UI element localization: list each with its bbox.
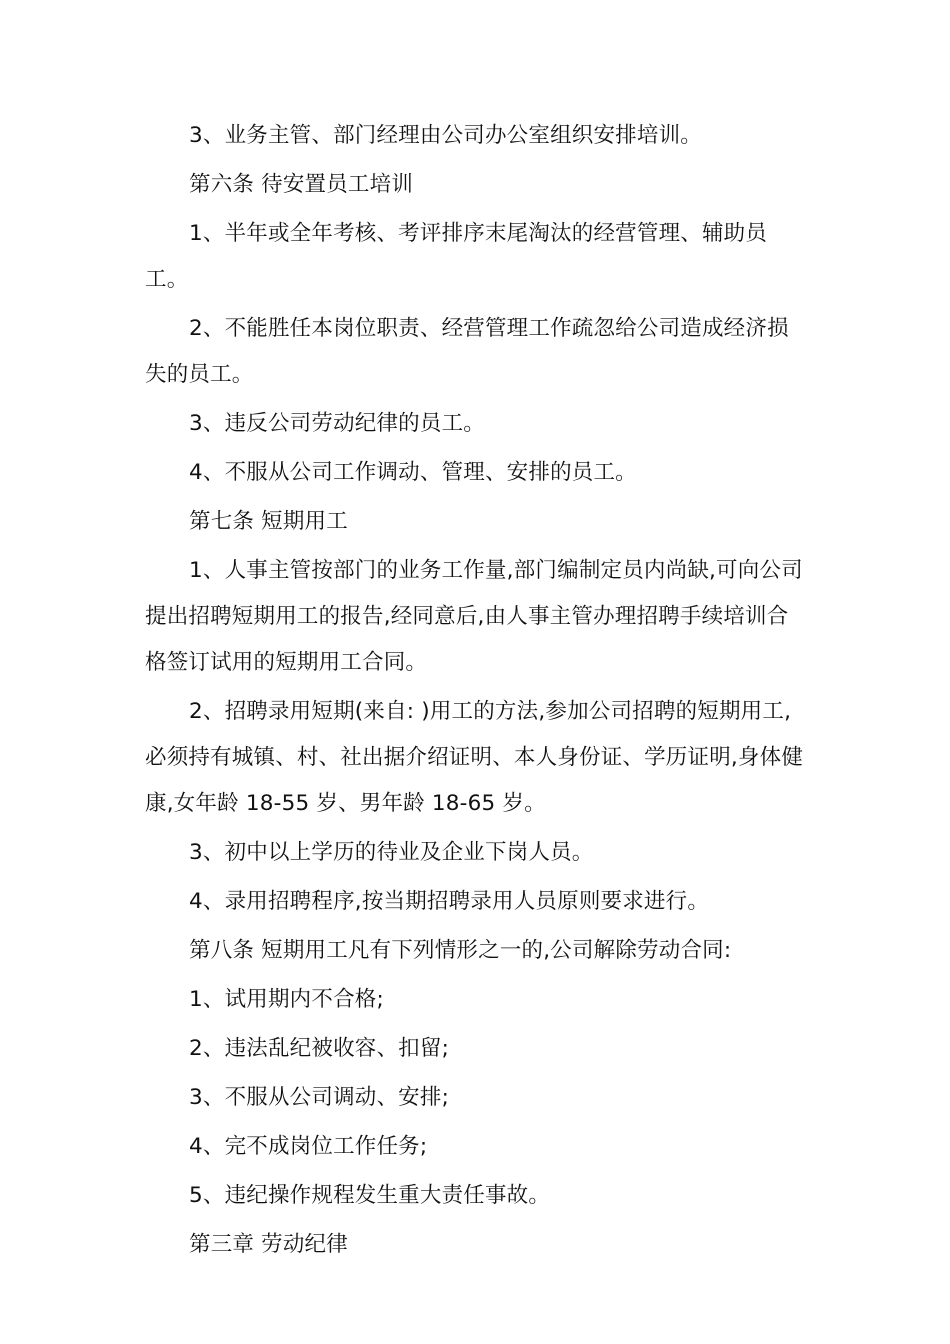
list-item: 2、招聘录用短期(来自: )用工的方法,参加公司招聘的短期用工,必须持有城镇、村、社出据介绍证明、本人身份证、学历证明,身体健康,女年龄 18-55 岁、男年龄 18-65 岁。 [145, 699, 804, 816]
chapter-3-heading: 第三章 劳动纪律 [189, 1232, 348, 1257]
list-item: 3、违反公司劳动纪律的员工。 [189, 411, 485, 436]
paragraph-item-3-training: 3、业务主管、部门经理由公司办公室组织安排培训。 [189, 123, 702, 148]
list-item: 5、违纪操作规程发生重大责任事故。 [189, 1183, 551, 1208]
article-7-heading: 第七条 短期用工 [189, 509, 348, 534]
list-item: 2、不能胜任本岗位职责、经营管理工作疏忽给公司造成经济损失的员工。 [145, 316, 789, 387]
list-item: 1、人事主管按部门的业务工作量,部门编制定员内尚缺,可向公司提出招聘短期用工的报告,经同意后,由人事主管办理招聘手续培训合格签订试用的短期用工合同。 [145, 558, 803, 675]
list-item: 1、半年或全年考核、考评排序末尾淘汰的经营管理、辅助员工。 [145, 221, 768, 292]
document-body [145, 113, 810, 1271]
list-item: 2、违法乱纪被收容、扣留; [189, 1036, 450, 1061]
list-item: 4、录用招聘程序,按当期招聘录用人员原则要求进行。 [189, 889, 710, 914]
article-8-heading: 第八条 短期用工凡有下列情形之一的,公司解除劳动合同: [189, 938, 732, 963]
list-item: 4、完不成岗位工作任务; [189, 1134, 428, 1159]
article-6-heading: 第六条 待安置员工培训 [189, 172, 414, 197]
list-item: 1、试用期内不合格; [189, 987, 384, 1012]
list-item: 4、不服从公司工作调动、管理、安排的员工。 [189, 460, 637, 485]
list-item: 3、不服从公司调动、安排; [189, 1085, 450, 1110]
list-item: 3、初中以上学历的待业及企业下岗人员。 [189, 840, 594, 865]
